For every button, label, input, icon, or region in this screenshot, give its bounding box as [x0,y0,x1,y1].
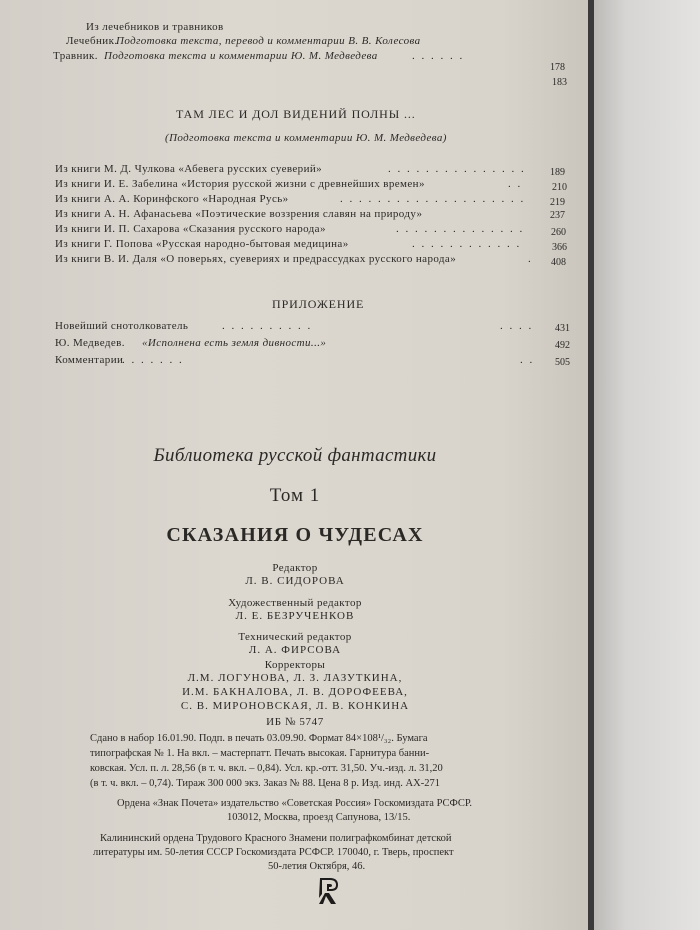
leader-dots: . . . . . . . . . . [222,320,313,332]
herbals-section-title: Из лечебников и травников [86,21,224,33]
credit-name: Л.М. ЛОГУНОВА, Л. З. ЛАЗУТКИНА, [187,672,403,684]
entry-text: Комментарии [55,354,124,366]
entry-text: Из книги И. Е. Забелина «История русской жизни с древнейших времен» [55,178,425,190]
volume-number: Том 1 [269,485,321,506]
entry-text: Из книги М. Д. Чулкова «Абевега русских суеверий» [55,163,323,175]
leader-dots: . [528,253,533,265]
leader-dots: . . . . . . . . . . . . . . . . . . . . [340,193,526,205]
ib-number: ИБ № 5747 [266,716,324,728]
toc-entry [0,223,590,239]
publisher-line: Ордена «Знак Почета» издательство «Советская Россия» Госкомиздата РСФСР. [117,798,473,809]
imprint-line: Сдано в набор 16.01.90. Подп. в печать 03.09.90. Формат 84×108¹/₃₂. Бумага [90,733,428,744]
printer-line: литературы им. 50-летия СССР Госкомиздата РСФСР. 170040, г. Тверь, проспект [93,847,454,858]
imprint-line: (в т. ч. вкл. – 0,74). Тираж 300 000 экз. Заказ № 88. Цена 8 р. Изд. инд. АХ-271 [90,778,440,789]
page-number: 219 [550,197,565,208]
entry-prefix: Травник. [53,50,98,62]
toc-entry [0,208,590,224]
printer-line: 50-летия Октября, 46. [268,861,366,872]
entry-author: Ю. Медведев. [55,337,125,349]
page-number: 237 [550,210,565,221]
leader-dots: . . . . [500,320,534,332]
page-number: 189 [550,167,565,178]
imprint-line: ковская. Усл. п. л. 28,56 (в т. ч. вкл. – 0,84). Усл. кр.-отт. 31,50. Уч.-изд. л. 31,20 [90,763,443,774]
book-title: СКАЗАНИЯ О ЧУДЕСАХ [166,524,424,546]
toc-entry [0,337,590,353]
page-number: 431 [555,323,570,334]
entry-prefix: Лечебник. [66,35,118,47]
toc-entry [0,50,590,66]
leader-dots: . . . . . . . . . . . . . . [396,223,525,235]
section-heading: ПРИЛОЖЕНИЕ [272,297,365,311]
toc-entry [0,193,590,209]
publisher-logo [316,876,342,911]
leader-dots: . . [508,178,523,190]
entry-text: Из книги И. П. Сахарова «Сказания русского народа» [55,223,326,235]
entry-detail: Подготовка текста и комментарии Ю. М. Медведева [104,50,378,62]
entry-text: Из книги Г. Попова «Русская народно-бытовая медицина» [55,238,349,250]
page-number: 260 [551,227,566,238]
toc-entry [0,253,590,269]
imprint-line: типографская № 1. На вкл. – мастерпатт. Печать высокая. Гарнитура банни- [90,748,430,759]
page-number: 178 [550,62,565,73]
page-number: 210 [552,182,567,193]
credit-name: Л. А. ФИРСОВА [248,644,342,656]
toc-entry [0,320,590,336]
printer-line: Калининский ордена Трудового Красного Знамени полиграфкомбинат детской [100,833,452,844]
leader-dots: . . . . . . . [122,354,184,366]
section-subtitle: (Подготовка текста и комментарии Ю. М. Медведева) [165,132,447,144]
credit-role: Корректоры [264,659,326,671]
section-heading: ТАМ ЛЕС И ДОЛ ВИДЕНИЙ ПОЛНЫ ... [176,107,416,121]
entry-detail: Подготовка текста, перевод и комментарии В. В. Колесова [116,35,421,47]
page-number: 183 [552,77,567,88]
credit-name: С. В. МИРОНОВСКАЯ, Л. В. КОНКИНА [180,700,410,712]
entry-text: Новейший снотолкователь [55,320,189,332]
leader-dots: . . . . . . . . . . . . . . . [388,163,526,175]
toc-entry [0,178,590,194]
toc-entry [0,35,590,51]
credit-name: Л. В. СИДОРОВА [245,575,345,587]
credit-name: Л. Е. БЕЗРУЧЕНКОВ [235,610,355,622]
leader-dots: . . . . . . . . . . . . [412,238,522,250]
toc-entry [0,354,590,370]
page-number: 366 [552,242,567,253]
entry-text: Из книги А. А. Коринфского «Народная Русь» [55,193,289,205]
credit-role: Редактор [272,562,318,574]
entry-text: Из книги А. Н. Афанасьева «Поэтические воззрения славян на природу» [55,208,423,220]
series-title: Библиотека русской фантастики [153,445,437,466]
publisher-logo-icon [316,876,342,906]
entry-title: «Исполнена есть земля дивности...» [142,337,327,349]
toc-entry [0,238,590,254]
entry-text: Из книги В. И. Даля «О поверьях, суевериях и предрассудках русского народа» [55,253,457,265]
publisher-line: 103012, Москва, проезд Сапунова, 13/15. [227,812,411,823]
leader-dots: . . . . . . [412,50,465,62]
adjacent-page [594,0,700,930]
page-number: 408 [551,257,566,268]
credit-name: И.М. БАКНАЛОВА, Л. В. ДОРОФЕЕВА, [182,686,408,698]
credit-role: Технический редактор [238,631,352,643]
toc-entry [0,163,590,179]
page-number: 492 [555,340,570,351]
leader-dots: . . [520,354,535,366]
page-number: 505 [555,357,570,368]
credit-role: Художественный редактор [228,597,362,609]
